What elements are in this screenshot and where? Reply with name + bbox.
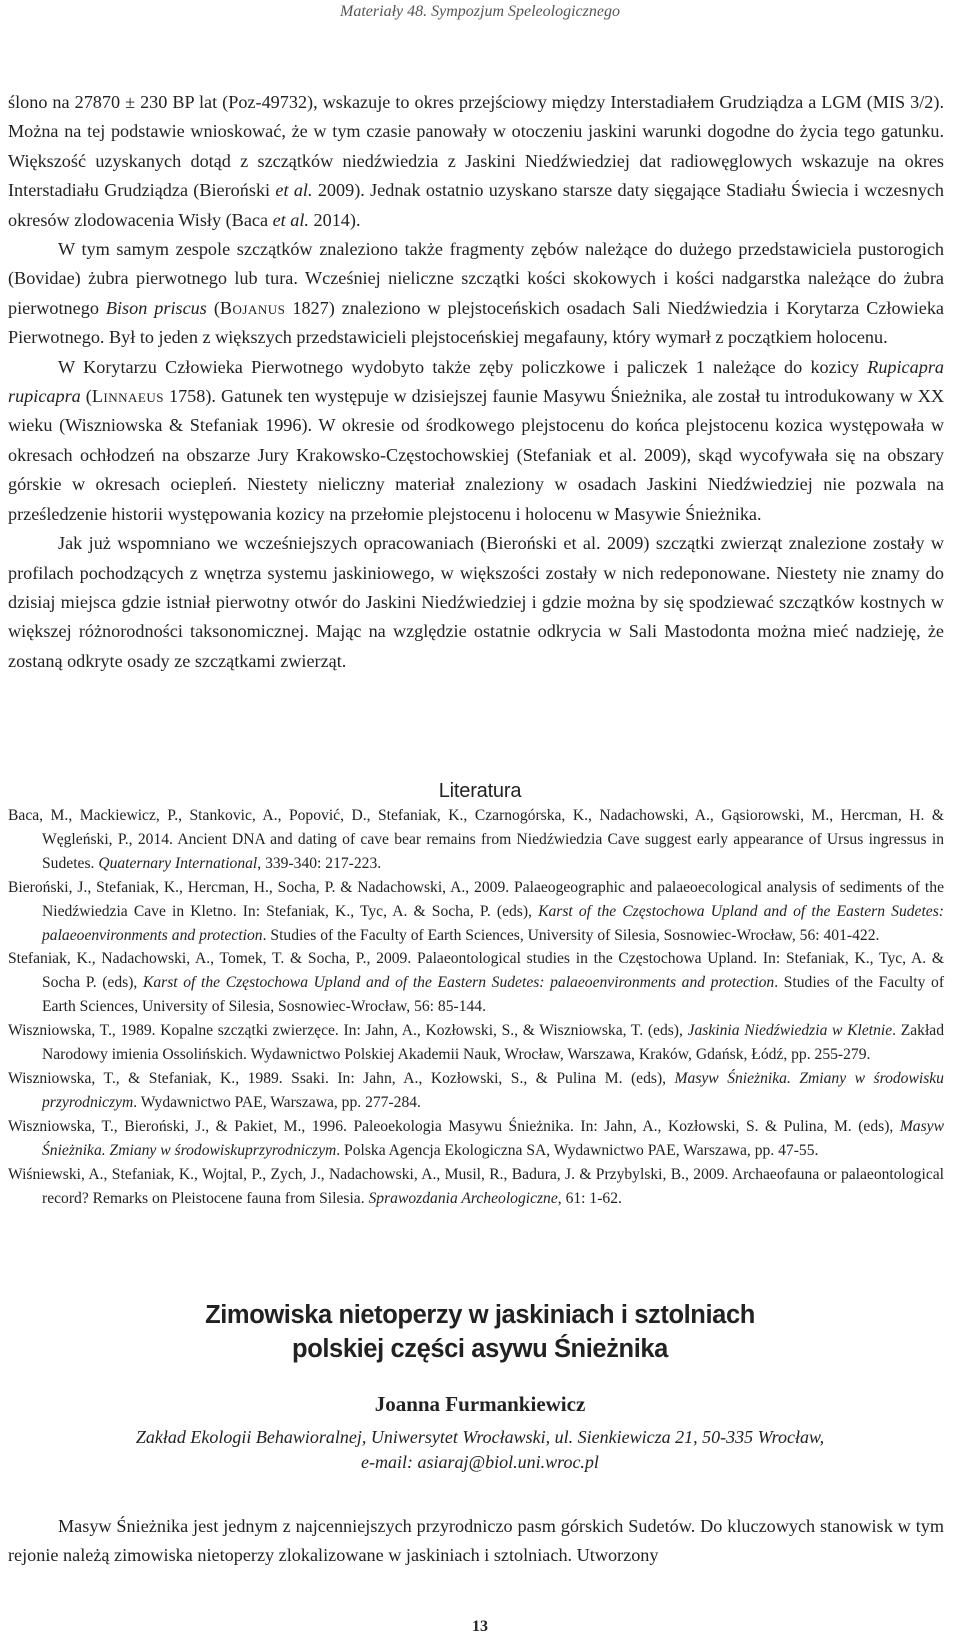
reference-source-italic: Sprawozdania Archeologiczne [368, 1189, 558, 1207]
paragraph-3-paren: ( [80, 386, 92, 407]
reference-item [8, 1019, 944, 1067]
reference-text: Stefaniak, K., Nadachowski, A., Tomek, T. & Socha, P., 2009. Palaeontological studies in the Częstochowa Upland. In: Stefaniak, K., Tyc, A. & Socha P. (eds), [8, 950, 944, 992]
reference-source-italic: Karst of the Częstochowa Upland and of the Eastern Sudetes: palaeoenvironments and protection [142, 974, 775, 992]
reference-text-end: . Wydawnictwo PAE, Warszawa, pp. 277-284. [133, 1093, 421, 1111]
reference-source-italic: Quaternary International [98, 854, 258, 872]
paragraph-1-mid: 2009). Jednak ostatnio uzyskano starsze daty sięgające Stadiału Świecia i wczesnych okresów zlodowacenia Wisły (Baca [8, 180, 944, 230]
reference-text-end: . Studies of the Faculty of Earth Sciences, University of Silesia, Sosnowiec-Wrocław, 56: 85-144. [42, 974, 945, 1016]
paragraph-1-end: 2014). [308, 209, 361, 230]
intro-paragraph: Masyw Śnieżnika jest jednym z najcenniejszych przyrodniczo pasm górskich Sudetów. Do kluczowych stanowisk w tym rejonie należą zimowiska nietoperzy zlokalizowane w jaskiniach i sztolniach. Utworzony [8, 1516, 944, 1566]
species-name: Rupicapra rupicapra [8, 356, 944, 407]
reference-item [8, 947, 944, 1019]
page-number: 13 [472, 1618, 488, 1635]
author-smallcaps: Linnaeus [91, 386, 164, 407]
running-header: Materiały 48. Sympozjum Speleologicznego [340, 3, 620, 20]
affiliation-line: Zakład Ekologii Behawioralnej, Uniwersytet Wrocławski, ul. Sienkiewicza 21, 50-335 Wrocław, [135, 1427, 825, 1447]
reference-source-italic: Masyw Śnieżnika. Zmiany w środowiskuprzyrodniczym [42, 1117, 944, 1159]
paragraph-2 [8, 235, 944, 353]
reference-text-end: , 339-340: 217-223. [257, 854, 382, 872]
reference-text: Wiśniewski, A., Stefaniak, K., Wojtal, P., Zych, J., Nadachowski, A., Musil, R., Badura, J. & Przybylski, B., 2009. Archaeofauna or palaeontological record? Remarks on Pleistocene fauna from Silesia. [8, 1165, 944, 1207]
paragraph-2-rest: 1827) znaleziono w plejstoceńskich osadach Sali Niedźwiedzia i Korytarza Człowieka Pierwotnego. Był to jeden z większych przedstawicieli plejstoceńskiej megafauny, który wymarł z początkiem holocenu. [8, 297, 944, 348]
article-title [0, 1298, 960, 1366]
reference-source-italic: Jaskinia Niedźwiedzia w Kletnie [687, 1022, 893, 1040]
reference-text-end: . Zakład Narodowy imienia Ossolińskich. Wydawnictwo Polskiej Akademii Nauk, Wrocław, Warszawa, Kraków, Gdańsk, Łódź, pp. 255-279. [42, 1022, 944, 1064]
paragraph-1 [8, 88, 944, 235]
species-name: Bison priscus [105, 297, 207, 318]
article-title-line-2: polskiej części asywu Śnieżnika [292, 1335, 668, 1363]
article-intro [8, 1512, 944, 1571]
reference-text-end: . Studies of the Faculty of Earth Sciences, University of Silesia, Sosnowiec-Wrocław, 56: 401-422. [262, 926, 880, 944]
paragraph-3 [8, 353, 944, 529]
reference-text: Baca, M., Mackiewicz, P., Stankovic, A., Popović, D., Stefaniak, K., Czarnogórska, K., Nadachowski, A., Gąsiorowski, M., Hercman, H. & Węgleński, P., 2014. Ancient DNA and dating of cave bear remains from Niedźwiedzia Cave suggest early appearance of Ursus ingressus in Sudetes. [8, 807, 944, 872]
reference-list [8, 804, 944, 1210]
email-line: e-mail: asiaraj@biol.uni.wroc.pl [361, 1452, 599, 1472]
article-title-line-1: Zimowiska nietoperzy w jaskiniach i sztolniach [205, 1301, 755, 1329]
literature-heading: Literatura [438, 780, 522, 802]
reference-source-italic: Karst of the Częstochowa Upland and of the Eastern Sudetes: palaeoenvironments and protection [42, 902, 944, 944]
paragraph-3-text: W Korytarzu Człowieka Pierwotnego wydobyto także zęby policzkowe i paliczek 1 należące do kozicy [58, 356, 868, 377]
reference-item [8, 1163, 944, 1211]
reference-item [8, 876, 944, 948]
reference-text-end: , 61: 1-62. [557, 1189, 622, 1207]
article-author: Joanna Furmankiewicz [374, 1392, 586, 1416]
reference-text: Bieroński, J., Stefaniak, K., Hercman, H., Socha, P. & Nadachowski, A., 2009. Palaeogeographic and palaeoecological analysis of sediments of the Niedźwiedzia Cave in Kletno. In: Stefaniak, K., Tyc, A. & Socha, P. (eds), [8, 878, 944, 920]
main-text [8, 88, 944, 676]
et-al-italic: et al. [275, 180, 313, 201]
paragraph-2-paren: ( [206, 297, 220, 318]
author-smallcaps: Bojanus [219, 297, 286, 318]
reference-item [8, 804, 944, 876]
reference-text: Wiszniowska, T., Bieroński, J., & Pakiet, M., 1996. Paleoekologia Masywu Śnieżnika. In: Jahn, A., Kozłowski, S. & Pulina, M. (eds), [8, 1117, 900, 1135]
paragraph-2-text: W tym samym zespole szczątków znaleziono także fragmenty zębów należące do dużego przedstawiciela pustorogich (Bovidae) żubra pierwotnego lub tura. Wcześniej nieliczne szczątki kości skokowych i kości nadgarstka należące do żubra pierwotnego [8, 239, 944, 318]
reference-text: Wiszniowska, T., 1989. Kopalne szczątki zwierzęce. In: Jahn, A., Kozłowski, S., & Wiszniowska, T. (eds), [8, 1022, 688, 1040]
reference-text: Wiszniowska, T., & Stefaniak, K., 1989. Ssaki. In: Jahn, A., Kozłowski, S., & Pulina M. (eds), [8, 1069, 675, 1087]
author-affiliation [0, 1425, 960, 1475]
reference-source-italic: Masyw Śnieżnika. Zmiany w środowisku przyrodniczym [42, 1069, 944, 1111]
paragraph-3-rest: 1758). Gatunek ten występuje w dzisiejszej faunie Masywu Śnieżnika, ale został tu introdukowany w XX wieku (Wiszniowska & Stefaniak 1996). W okresie od środkowego plejstocenu do końca plejstocenu kozica występowała w okresach ochłodzeń na obszarze Jury Krakowsko-Częstochowskiej (Stefaniak et al. 2009), skąd wycofywała się na obszary górskie w okresach ociepleń. Niestety nieliczny materiał znaleziony w osadach Jaskini Niedźwiedziej nie pozwala na prześledzenie historii występowania kozicy na przełomie plejstocenu i holocenu w Masywie Śnieżnika. [8, 386, 944, 524]
reference-item [8, 1067, 944, 1115]
et-al-italic: et al. [272, 209, 309, 230]
reference-text-end: . Polska Agencja Ekologiczna SA, Wydawnictwo PAE, Warszawa, pp. 47-55. [336, 1141, 819, 1159]
reference-item [8, 1115, 944, 1163]
paragraph-1-text: ślono na 27870 ± 230 BP lat (Poz-49732), wskazuje to okres przejściowy między Interstadiałem Grudziądza a LGM (MIS 3/2). Można na tej podstawie wnioskować, że w tym czasie panowały w otoczeniu jaskini warunki dogodne do życia tego gatunku. Większość uzyskanych dotąd z szczątków niedźwiedzia z Jaskini Niedźwiedziej dat radiowęglowych wskazuje na okres Interstadiału Grudziądza (Bieroński [8, 92, 944, 201]
paragraph-4: Jak już wspomniano we wcześniejszych opracowaniach (Bieroński et al. 2009) szczątki zwierząt znalezione zostały w profilach pochodzących z wnętrza systemu jaskiniowego, w większości zostały w nich redeponowane. Niestety nie znamy do dzisiaj miejsca gdzie istniał pierwotny otwór do Jaskini Niedźwiedziej i gdzie można by się spodziewać szczątków kostnych w większej różnorodności taksonomicznej. Mając na względzie ostatnie odkrycia w Sali Mastodonta można mieć nadzieję, że zostaną odkryte osady ze szczątkami zwierząt. [8, 533, 944, 671]
